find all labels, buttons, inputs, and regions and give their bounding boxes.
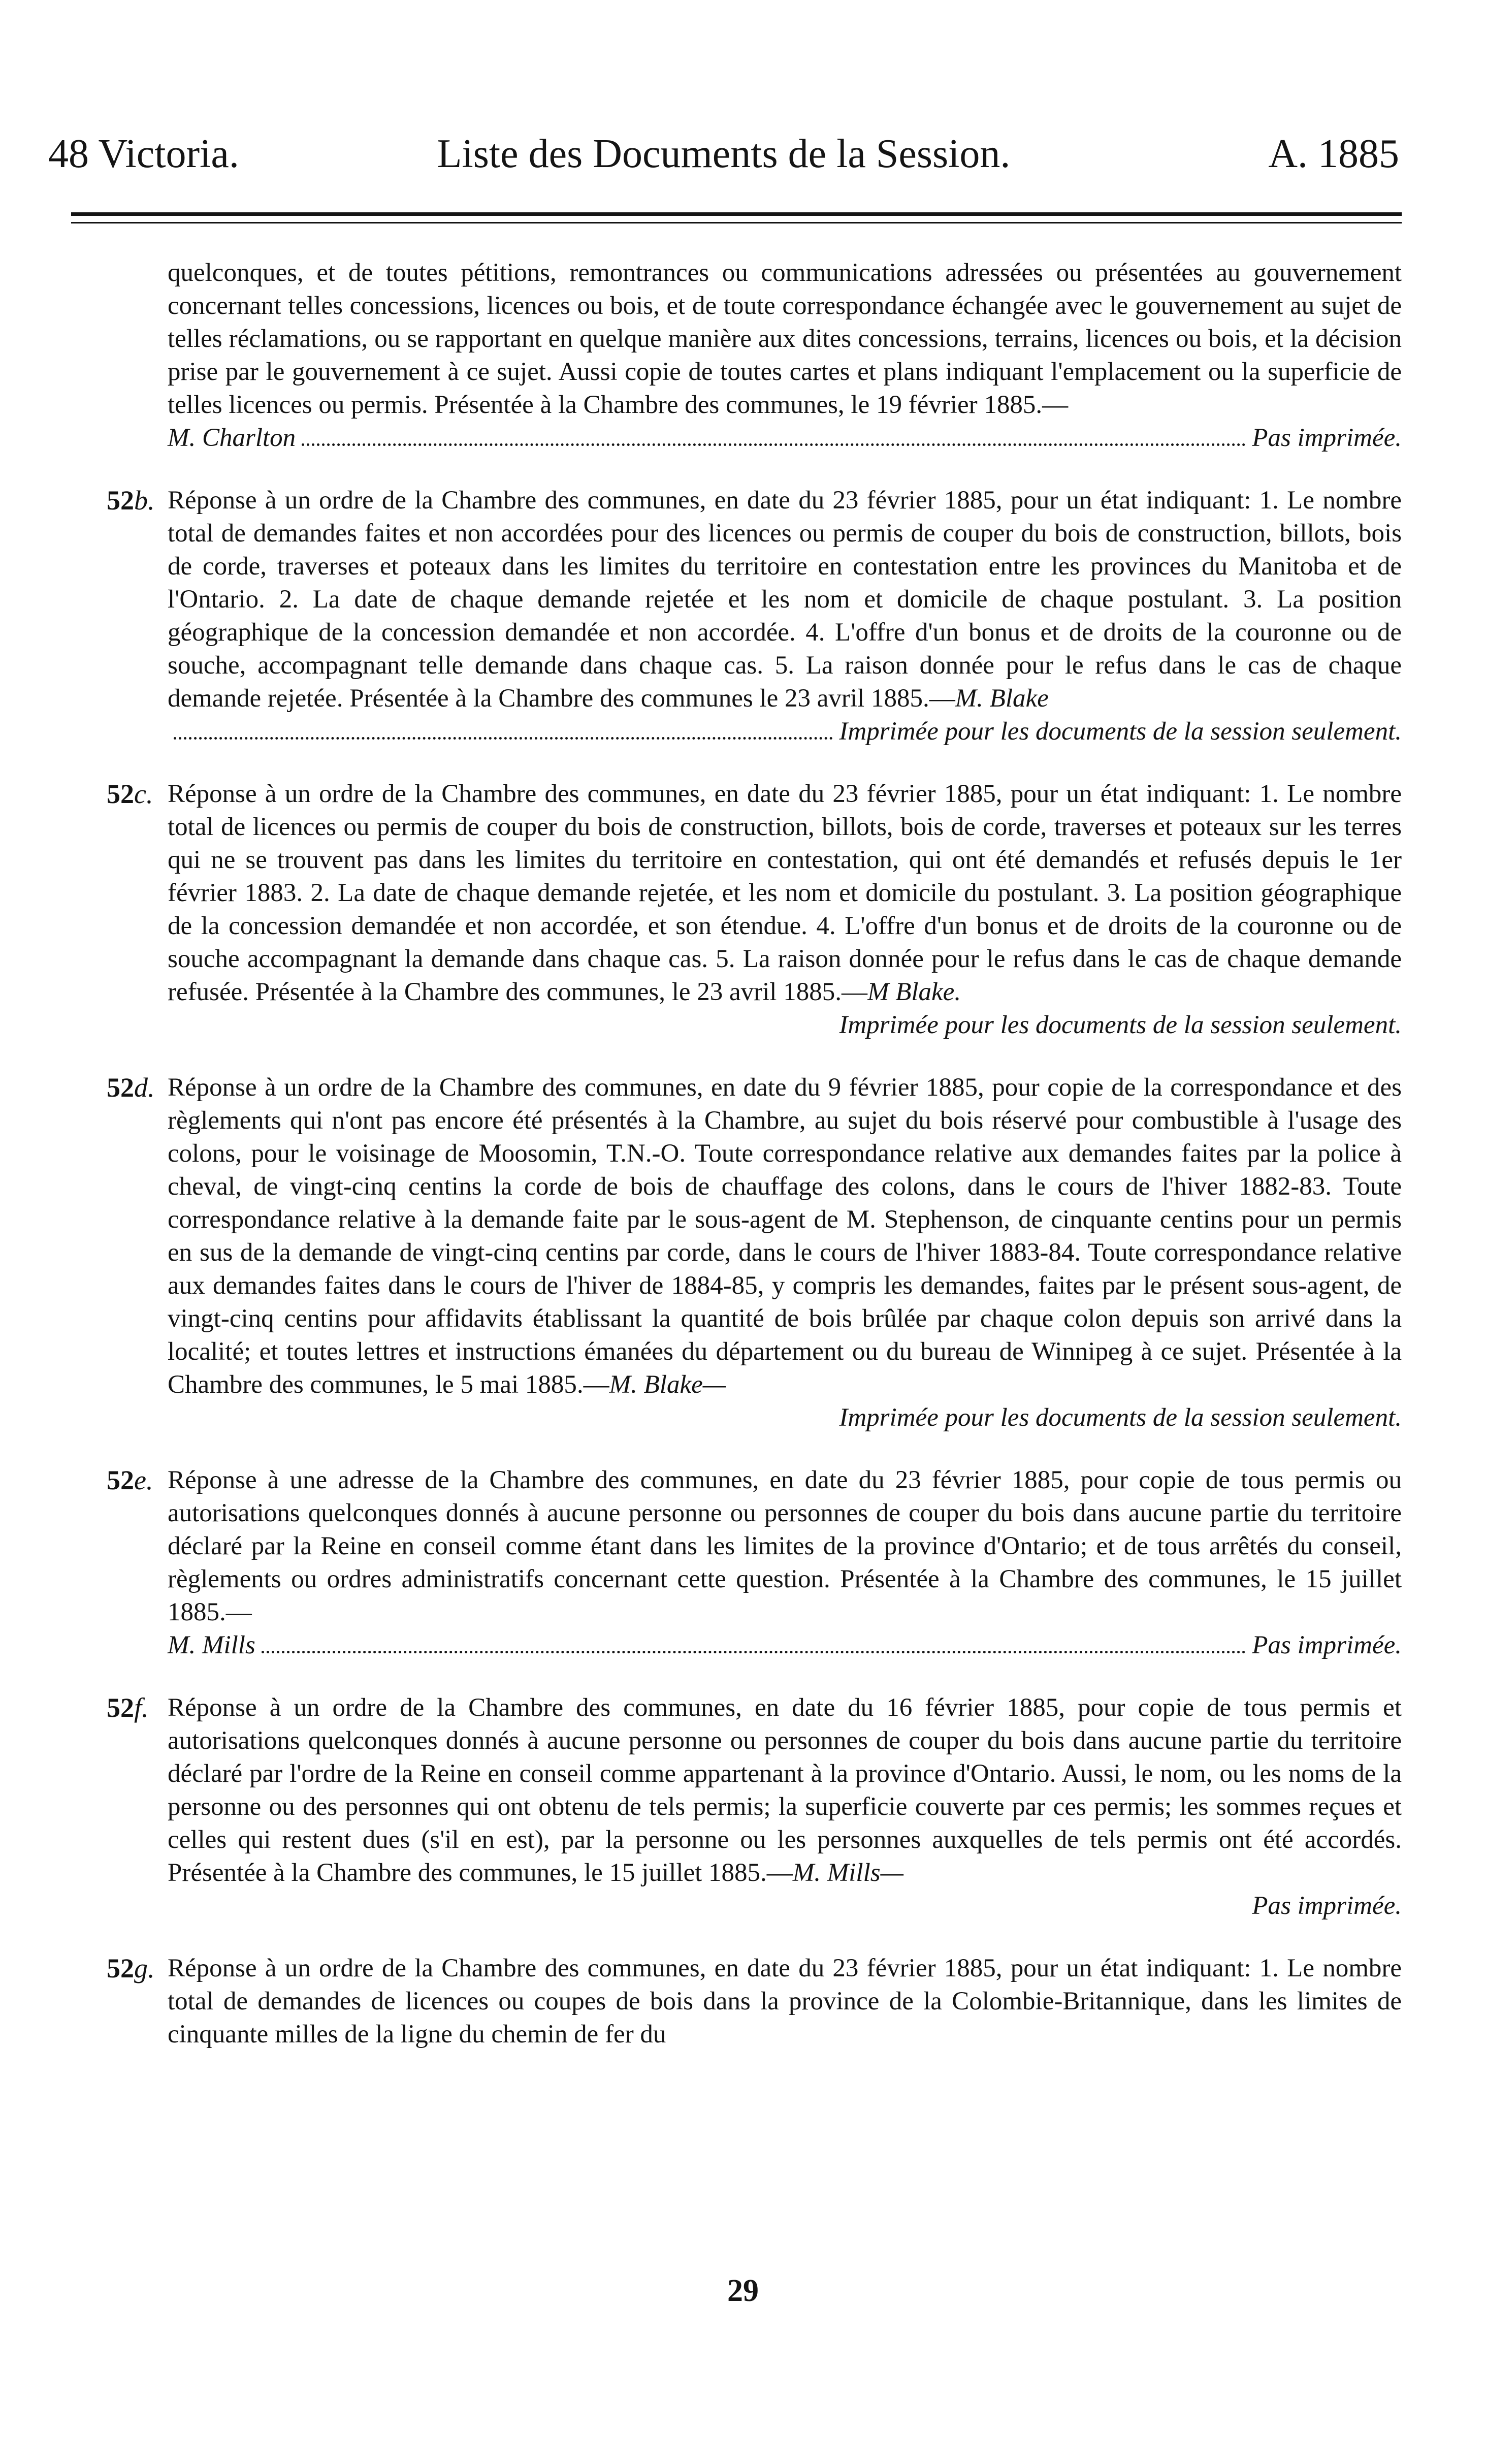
page-number: 29 [727,2274,759,2308]
entry-mover: M Blake. [867,978,961,1006]
entry-footer [168,1629,1402,1662]
entry-status: Pas imprimée. [1252,1631,1402,1659]
body-text [107,257,1402,2081]
entry-mover: M. Mills [168,1631,255,1659]
entry-status: Imprimée pour les documents de la session seulement. [839,717,1402,746]
entry-status: Imprimée pour les documents de la session seulement. [839,1011,1402,1039]
entry-52e [107,1464,1402,1662]
entry-number: 52e. [107,1465,153,1495]
entry-number: 52b. [107,485,155,516]
entry-text: Réponse à un ordre de la Chambre des communes, en date du 23 février 1885, pour un état indiquant: 1. Le nombre total de demandes faites et non accordées pour des licences ou permis de couper du bois de construction, billots, bois de corde, traverses et poteaux dans les limites du territoire en contestation entre les provinces du Manitoba et de l'Ontario. 2. La date de chaque demande rejetée et les nom et domicile de chaque postulant. 3. La position géographique de la concession demandée et non accordée. 4. L'offre d'un bonus et de droits de la couronne ou de souche, accompagnant telle demande dans chaque cas. 5. La raison donnée pour le refus dans le cas de chaque demande rejetée. Présentée à la Chambre des communes le 23 avril 1885.— [168,486,1402,713]
header-rule-thin [71,222,1402,223]
entry-52f [107,1691,1402,1923]
entry-status: Imprimée pour les documents de la session seulement. [839,1403,1402,1432]
entry-text: Réponse à un ordre de la Chambre des communes, en date du 16 février 1885, pour copie de tous permis et autorisations quelconques donnés à aucune personne ou personnes de couper du bois dans aucune partie du territoire déclaré par l'ordre de la Reine en conseil comme appartenant à la province d'Ontario. Aussi, le nom, ou les noms de la personne ou des personnes qui ont obtenu de tels permis; la superficie couverte par ces permis; les sommes reçues et celles qui restent dues (s'il en est), par la personne ou les personnes auxquelles de tels permis ont été accordés. Présentée à la Chambre des communes, le 15 juillet 1885.— [168,1693,1402,1887]
entry-continuation [168,257,1402,455]
entry-text: Réponse à un ordre de la Chambre des communes, en date du 9 février 1885, pour copie de la correspondance et des règlements qui n'ont pas encore été présentés à la Chambre, au sujet du bois réservé pour combustible à l'usage des colons, pour le voisinage de Moosomin, T.N.-O. Toute correspondance relative aux demandes faites par la police à cheval, de vingt-cinq centins la corde de bois de chauffage des colons, dans le cours de l'hiver 1882-83. Toute correspondance relative à la demande faite par le sous-agent de M. Stephenson, de cinquante centins pour un permis en sus de la demande de vingt-cinq centins par corde, dans le cours de l'hiver 1883-84. Toute correspondance relative aux demandes faites dans le cours de l'hiver de 1884-85, y compris les demandes, faites par le présent sous-agent, de vingt-cinq centins pour affidavits établissant la quantité de bois brûlée par chaque colon depuis son arrivé dans la localité; et toutes lettres et instructions émanées du département ou du bureau de Winnipeg à ce sujet. Présentée à la Chambre des communes, le 5 mai 1885.— [168,1073,1402,1399]
dot-leader [174,737,833,740]
entry-52g [107,1952,1402,2051]
dot-leader [262,1651,1246,1653]
entry-mover: M. Blake [955,684,1049,713]
entry-52d [107,1071,1402,1434]
entry-mover: M. Mills— [792,1859,903,1887]
header-year: A. 1885 [1268,132,1399,176]
entry-number: 52g. [107,1953,155,1983]
entry-number: 52d. [107,1072,155,1103]
entry-mover: M. Charlton [168,424,296,452]
entry-footer [168,422,1402,455]
header-title: Liste des Documents de la Session. [437,132,1011,176]
entry-footer [168,715,1402,748]
entry-text: Réponse à un ordre de la Chambre des communes, en date du 23 février 1885, pour un état indiquant: 1. Le nombre total de licences ou permis de couper du bois de construction, billots, bois de corde, traverses et poteaux sur les terres qui ne se trouvent pas dans les limites du territoire en contestation, qui ont été demandés et refusés depuis le 1er février 1883. 2. La date de chaque demande rejetée, et les nom et domicile du postulant. 3. La position géographique de la concession demandée et non accordée, et son étendue. 4. L'offre d'un bonus et de droits de la couronne ou de souche accompagnant la demande dans chaque cas. 5. La raison donnée pour le refus dans le cas de chaque demande refusée. Présentée à la Chambre des communes, le 23 avril 1885.— [168,780,1402,1006]
entry-status: Pas imprimée. [1252,1892,1402,1920]
entry-status: Pas imprimée. [1252,424,1402,452]
entry-text: quelconques, et de toutes pétitions, remontrances ou communications adressées ou présentées au gouvernement concernant telles concessions, licences ou bois, et de toute correspondance échangée avec le gouvernement au sujet de telles réclamations, ou se rapportant en quelque manière aux dites concessions, terrains, licences ou bois, et la décision prise par le gouvernement à ce sujet. Aussi copie de toutes cartes et plans indiquant l'emplacement ou la superficie de telles licences ou permis. Présentée à la Chambre des communes, le 19 février 1885.— [168,259,1402,419]
entry-number: 52c. [107,779,153,809]
header-regnal-year: 48 Victoria. [48,132,239,176]
entry-52b [107,484,1402,748]
entry-52c [107,778,1402,1042]
dot-leader [302,443,1246,446]
entry-number: 52f. [107,1692,149,1723]
header-rule-thick [71,212,1402,216]
entry-text: Réponse à une adresse de la Chambre des communes, en date du 23 février 1885, pour copie de tous permis ou autorisations quelconques donnés à aucune personne ou personnes de couper du bois dans aucune partie du territoire déclaré par la Reine en conseil comme étant dans les limites de la province d'Ontario; et de tous arrêtés du conseil, règlements ou ordres administratifs concernant cette question. Présentée à la Chambre des communes, le 15 juillet 1885.— [168,1466,1402,1626]
entry-mover: M. Blake— [609,1370,726,1399]
running-header [48,126,1399,182]
entry-text: Réponse à un ordre de la Chambre des communes, en date du 23 février 1885, pour un état indiquant: 1. Le nombre total de demandes de licences ou coupes de bois dans la province de la Colombie-Britannique, dans les limites de cinquante milles de la ligne du chemin de fer du [168,1954,1402,2049]
